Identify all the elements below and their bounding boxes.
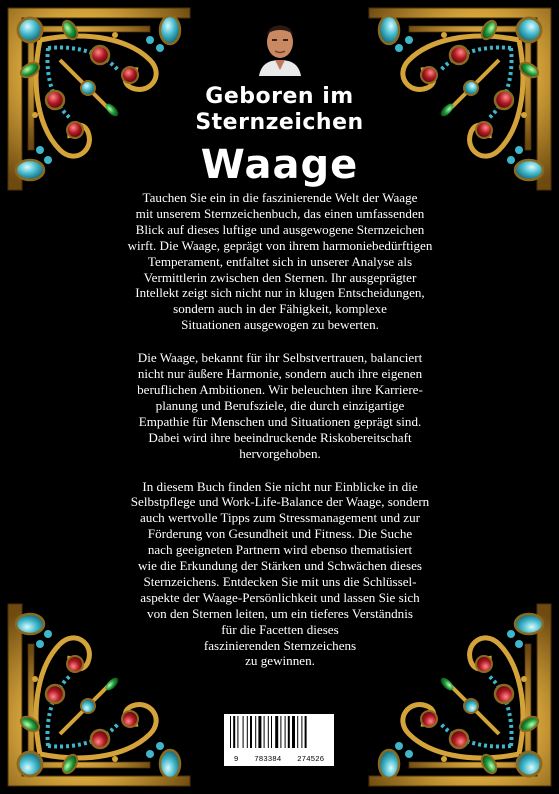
blurb-line: In diesem Buch finden Sie nicht nur Einblicke in die	[142, 478, 418, 494]
barcode-bars	[224, 716, 334, 756]
blurb-line: Dabei wird ihre beeindruckende Riskobereitschaft	[148, 429, 412, 445]
barcode-digit-group: 9	[233, 756, 239, 764]
blurb-line: für die Facetten dieses	[221, 621, 339, 637]
blurb-line: zu gewinnen.	[245, 653, 315, 669]
blurb-line: aspekte der Waage-Persönlichkeit und lassen Sie sich	[140, 589, 420, 605]
blurb-line: planung und Berufsziele, die durch einzigartige	[155, 397, 405, 413]
blurb-line: wirft. Die Waage, geprägt von ihrem harmoniebedürftigen	[127, 237, 433, 253]
blurb-line: Empathie für Menschen und Situationen geprägt sind.	[138, 413, 422, 429]
blurb-paragraph	[110, 479, 450, 670]
blurb-line: nicht nur äußere Harmonie, sondern auch ihre eigenen	[137, 366, 423, 382]
blurb-line: hervorgehoben.	[239, 445, 321, 461]
blurb-line: Selbstpflege und Work-Life-Balance der Waage, sondern	[130, 494, 430, 510]
blurb-text	[110, 190, 450, 686]
title-main: Waage	[200, 142, 359, 188]
blurb-line: auch wertvolle Tipps zum Stressmanagement und zur	[139, 510, 420, 526]
blurb-line: sondern auch in der Fähigkeit, komplexe	[173, 301, 387, 317]
blurb-line: Tauchen Sie ein in die faszinierende Welt der Waage	[142, 190, 418, 205]
barcode-digits	[224, 756, 334, 764]
blurb-line: wie die Erkundung der Stärken und Schwächen dieses	[138, 558, 422, 574]
blurb-line: von den Sternen leiten, um ein tieferes Verständnis	[147, 605, 413, 621]
blurb-paragraph	[110, 190, 450, 333]
blurb-line: Die Waage, bekannt für ihr Selbstvertrauen, balanciert	[137, 350, 423, 366]
author-portrait	[253, 14, 307, 76]
blurb-line: Temperament, entfaltet sich in unserer Analyse als	[147, 253, 413, 269]
isbn-barcode	[224, 714, 334, 766]
blurb-line: Sternzeichens. Entdecken Sie mit uns die Schlüssel-	[143, 573, 417, 589]
blurb-line: nach geeigneten Partnern wird ebenso thematisiert	[147, 542, 413, 558]
blurb-line: beruflichen Ambitionen. Wir beleuchten ihre Karriere-	[137, 381, 423, 397]
blurb-line: faszinierenden Sternzeichens	[203, 637, 357, 653]
blurb-line: mit unserem Sternzeichenbuch, das einen umfassenden	[135, 205, 425, 221]
title-block	[0, 84, 559, 190]
blurb-line: Vermittlerin zwischen den Sternen. Ihr ausgeprägter	[143, 269, 417, 285]
blurb-line: Förderung von Gesundheit und Fitness. Die Suche	[147, 526, 413, 542]
title-line-2: Sternzeichen	[195, 110, 364, 135]
barcode-digit-group: 783384	[254, 756, 282, 764]
title-line-1: Geboren im	[205, 84, 354, 109]
blurb-paragraph	[110, 350, 450, 461]
barcode-digit-group: 274526	[297, 756, 325, 764]
blurb-line: Situationen ausgewogen zu bewerten.	[181, 317, 379, 333]
blurb-line: Blick auf dieses luftige und ausgewogene Sternzeichen	[135, 221, 425, 237]
blurb-line: Intellekt zeigt sich nicht nur in klugen Entscheidungen,	[135, 285, 425, 301]
